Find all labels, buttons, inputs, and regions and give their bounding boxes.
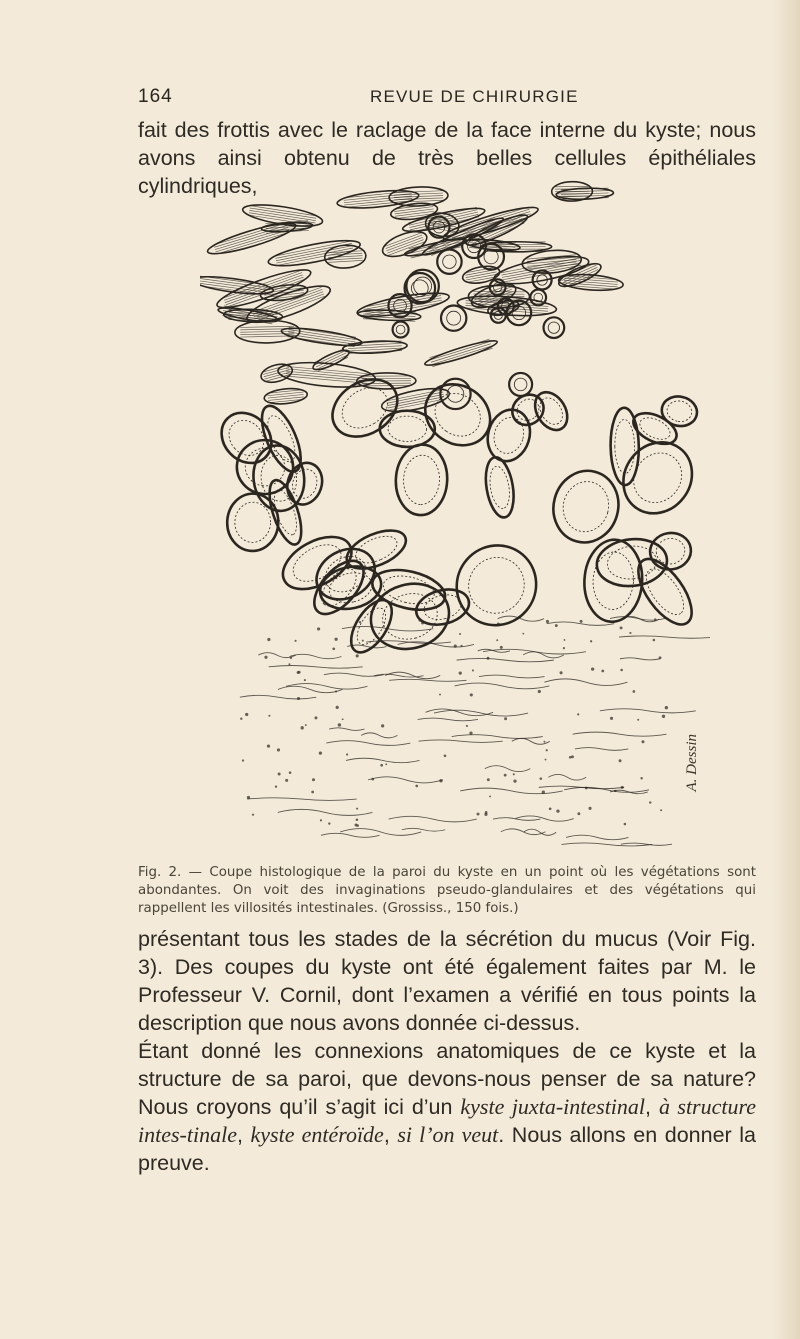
stroma-nucleus xyxy=(385,763,387,765)
stroma-nucleus xyxy=(346,753,348,755)
stroma-fiber xyxy=(324,673,384,676)
stroma-nucleus xyxy=(487,778,490,781)
crypt-lumen xyxy=(396,325,405,334)
gland-epithelium xyxy=(402,454,440,505)
stroma-fiber xyxy=(418,718,478,721)
villus-hatch xyxy=(200,286,266,295)
stroma-nucleus xyxy=(245,713,248,716)
stroma-nucleus xyxy=(350,640,353,643)
stroma-nucleus xyxy=(614,790,616,792)
stroma-nucleus xyxy=(601,670,604,673)
italic-phrase-4: si l’on veut xyxy=(397,1122,499,1147)
stroma-nucleus xyxy=(338,723,341,726)
stroma-nucleus xyxy=(439,694,441,696)
stroma-fiber xyxy=(385,672,440,679)
gland-invagination xyxy=(659,393,700,429)
paragraph-next xyxy=(138,1037,756,1177)
crypt-ring xyxy=(393,322,409,338)
stroma-nucleus xyxy=(240,718,242,720)
stroma-fiber xyxy=(548,774,586,780)
stroma-nucleus xyxy=(454,644,457,647)
stroma-nucleus xyxy=(662,715,665,718)
stroma-fiber xyxy=(573,732,667,736)
stroma-nucleus xyxy=(317,627,320,630)
stroma-nucleus xyxy=(290,657,292,659)
gland-invagination xyxy=(528,386,573,436)
gland-invagination xyxy=(609,429,706,527)
stroma-fiber xyxy=(389,816,477,822)
stroma-fiber xyxy=(419,740,503,742)
gland-epithelium xyxy=(636,413,673,443)
stroma-nucleus xyxy=(577,713,579,715)
villus-hatch xyxy=(224,273,302,301)
stroma-fiber xyxy=(575,748,628,751)
stroma-nucleus xyxy=(247,796,250,799)
stroma-nucleus xyxy=(285,779,288,782)
stroma-nucleus xyxy=(275,786,277,788)
stroma-nucleus xyxy=(590,640,592,642)
gland-invagination xyxy=(226,492,280,552)
villus-hatch xyxy=(432,348,492,367)
stroma-nucleus xyxy=(569,756,572,759)
stroma-nucleus xyxy=(267,744,270,747)
stroma-fiber xyxy=(289,654,341,658)
stroma-fiber xyxy=(479,675,545,678)
gland-invagination xyxy=(440,529,552,641)
stroma-nucleus xyxy=(637,719,639,721)
gland-invagination xyxy=(582,538,645,623)
stroma-nucleus xyxy=(469,732,472,735)
villus-hatch xyxy=(275,241,351,256)
gland-epithelium xyxy=(639,563,690,621)
stroma-nucleus xyxy=(319,751,322,754)
gland-epithelium xyxy=(377,587,442,645)
gland-epithelium xyxy=(234,501,272,543)
stroma-nucleus xyxy=(335,638,338,641)
stroma-nucleus xyxy=(305,724,307,726)
stroma-nucleus xyxy=(477,813,480,816)
crypt-ring xyxy=(530,290,546,306)
stroma-fiber xyxy=(402,828,445,831)
crypt-ring xyxy=(437,249,461,273)
stroma-fiber xyxy=(485,766,531,772)
stroma-nucleus xyxy=(342,718,344,720)
stroma-nucleus xyxy=(381,724,384,727)
stroma-nucleus xyxy=(496,639,498,641)
stroma-fiber xyxy=(566,835,628,840)
stroma-nucleus xyxy=(660,809,662,811)
gland-epithelium xyxy=(388,416,427,442)
stroma-fiber xyxy=(346,758,420,762)
figure-signature: A. Dessin xyxy=(684,734,700,792)
stroma-nucleus xyxy=(654,618,656,620)
gland-invagination xyxy=(628,550,701,633)
histology-drawing xyxy=(200,178,710,860)
villus-hatch xyxy=(254,292,323,317)
stroma-nucleus xyxy=(589,807,592,810)
villus-hatch xyxy=(429,339,489,358)
stroma-nucleus xyxy=(460,645,462,647)
gland-invagination xyxy=(482,455,518,519)
gland-invagination xyxy=(545,463,626,549)
gland-invagination xyxy=(263,476,308,548)
stroma-fiber xyxy=(278,809,373,815)
stroma-nucleus xyxy=(466,725,468,727)
stroma-nucleus xyxy=(546,749,548,751)
stroma-nucleus xyxy=(356,818,359,821)
stroma-nucleus xyxy=(624,823,627,826)
stroma-fiber xyxy=(619,636,710,638)
villus-hatch xyxy=(277,250,353,265)
stroma-nucleus xyxy=(472,669,474,671)
italic-phrase-3: kyste entéroïde xyxy=(250,1122,384,1147)
stroma-nucleus xyxy=(641,740,644,743)
stroma-nucleus xyxy=(311,791,314,794)
stroma-fiber xyxy=(368,777,443,783)
stroma-nucleus xyxy=(560,671,563,674)
stroma-fiber xyxy=(278,686,342,693)
stroma-nucleus xyxy=(640,777,642,779)
crypt-lumen xyxy=(548,322,559,333)
crypt-lumen xyxy=(443,255,456,268)
stroma-nucleus xyxy=(301,726,304,729)
stroma-nucleus xyxy=(289,771,292,774)
gland-invagination xyxy=(647,530,693,572)
stroma-nucleus xyxy=(380,764,383,767)
stroma-nucleus xyxy=(421,621,424,624)
stroma-fiber xyxy=(544,679,627,686)
stroma-nucleus xyxy=(328,822,330,824)
stroma-nucleus xyxy=(500,646,503,649)
stroma-nucleus xyxy=(555,624,558,627)
stroma-nucleus xyxy=(659,656,662,659)
villus-hatch xyxy=(314,349,344,363)
stroma-fiber xyxy=(398,642,474,647)
villus-hatch xyxy=(328,256,362,258)
stroma-nucleus xyxy=(538,690,541,693)
stroma-nucleus xyxy=(356,808,358,810)
gland-epithelium xyxy=(270,487,301,537)
paragraph-next-end: . Nous allons en donner la preuve. xyxy=(138,1123,756,1175)
stroma-fiber xyxy=(321,833,380,837)
stroma-nucleus xyxy=(545,759,547,761)
stroma-nucleus xyxy=(665,706,668,709)
villus-hatch xyxy=(348,346,402,349)
italic-phrase-1: kyste juxta-intestinal xyxy=(460,1094,646,1119)
stroma-fiber xyxy=(457,658,554,661)
stroma-nucleus xyxy=(267,638,270,641)
paragraph-bottom xyxy=(138,925,756,1177)
gland-epithelium xyxy=(558,476,615,536)
stroma-nucleus xyxy=(629,632,631,634)
stroma-nucleus xyxy=(649,801,651,803)
stroma-nucleus xyxy=(485,811,488,814)
stroma-fiber xyxy=(389,679,466,681)
figure-caption: Fig. 2. — Coupe histologique de la paroi du kyste en un point où les végétations sont abondantes. On voit des invaginations pseudo-glandulaires et des végétations qui rappellent les villosités intestinales. (Grossiss., 150 fois.) xyxy=(138,865,756,916)
stroma-fiber xyxy=(564,787,649,792)
stroma-nucleus xyxy=(620,669,623,672)
stroma-nucleus xyxy=(320,819,322,821)
stroma-nucleus xyxy=(314,716,317,719)
stroma-nucleus xyxy=(564,639,566,641)
page-number: 164 xyxy=(138,86,173,107)
stroma-fiber xyxy=(340,829,421,836)
stroma-nucleus xyxy=(653,639,656,642)
crypt-ring xyxy=(544,317,565,338)
comma-2: , xyxy=(236,1123,251,1147)
villus-hatch xyxy=(318,357,348,371)
stroma-nucleus xyxy=(577,812,580,815)
stroma-nucleus xyxy=(497,622,500,625)
stroma-nucleus xyxy=(580,620,583,623)
stroma-nucleus xyxy=(278,772,281,775)
stroma-nucleus xyxy=(419,619,422,622)
stroma-nucleus xyxy=(563,647,565,649)
stroma-nucleus xyxy=(359,621,361,623)
stroma-nucleus xyxy=(513,779,516,782)
stroma-nucleus xyxy=(297,697,300,700)
stroma-fiber xyxy=(539,786,624,789)
stroma-nucleus xyxy=(312,778,315,781)
stroma-nucleus xyxy=(252,814,254,816)
stroma-nucleus xyxy=(504,717,507,720)
stroma-nucleus xyxy=(297,671,300,674)
italic-phrase-2: à structure intes-tinale xyxy=(138,1094,757,1147)
paragraph-top: fait des frottis avec le raclage de la face interne du kyste; nous avons ainsi obtenu de très belles cellules épithéliales cylindriques, xyxy=(138,118,756,198)
stroma-nucleus xyxy=(362,640,364,642)
stroma-nucleus xyxy=(556,809,559,812)
stroma-nucleus xyxy=(546,620,549,623)
gland-epithelium xyxy=(262,412,300,465)
stroma-nucleus xyxy=(591,667,594,670)
paragraph-next-start: Étant donné les connexions anatomiques de ce kyste et la structure de sa paroi, que devons-nous penser de sa nature? Nous croyons qu’il s’agit ici d’un xyxy=(138,1039,756,1119)
villus-hatch xyxy=(328,260,362,262)
villus-hatch xyxy=(317,355,347,369)
running-head: REVUE DE CHIRURGIE xyxy=(370,87,579,106)
villus-hatch xyxy=(276,246,352,261)
stroma-nucleus xyxy=(470,693,473,696)
stroma-fiber xyxy=(247,798,356,801)
stroma-fiber xyxy=(240,695,316,699)
stroma-nucleus xyxy=(459,672,462,675)
villus-hatch xyxy=(466,272,497,278)
stroma-nucleus xyxy=(335,690,337,692)
stroma-fiber xyxy=(622,617,660,622)
gland-epithelium xyxy=(614,419,635,473)
stroma-nucleus xyxy=(288,663,290,665)
stroma-nucleus xyxy=(371,778,374,781)
gland-epithelium xyxy=(222,413,271,462)
stroma-fiber xyxy=(460,788,563,794)
comma-3: , xyxy=(383,1123,398,1147)
gland-epithelium xyxy=(490,414,528,457)
gland-invagination xyxy=(322,368,408,449)
stroma-nucleus xyxy=(543,741,545,743)
villus-outline xyxy=(200,273,274,297)
stroma-nucleus xyxy=(332,647,335,650)
stroma-fiber xyxy=(258,653,296,658)
stroma-nucleus xyxy=(522,633,524,635)
villus-hatch xyxy=(395,209,434,214)
stroma-fiber xyxy=(600,709,696,713)
gland-invagination xyxy=(211,403,281,473)
gland-epithelium xyxy=(665,399,693,424)
stroma-nucleus xyxy=(620,626,623,629)
crypt-ring xyxy=(509,373,532,396)
villus-hatch xyxy=(315,351,345,365)
stroma-nucleus xyxy=(336,706,339,709)
stroma-fiber xyxy=(455,683,550,689)
villus-hatch xyxy=(240,336,294,337)
stroma-nucleus xyxy=(439,779,442,782)
stroma-nucleus xyxy=(264,656,267,659)
stroma-nucleus xyxy=(540,777,543,780)
page-header xyxy=(138,86,698,110)
stroma-nucleus xyxy=(415,785,418,788)
stroma-nucleus xyxy=(268,715,270,717)
comma-1: , xyxy=(645,1095,659,1119)
stroma-nucleus xyxy=(621,786,624,789)
stroma-nucleus xyxy=(549,807,552,810)
stroma-nucleus xyxy=(585,787,588,790)
stroma-nucleus xyxy=(610,717,613,720)
crypt-lumen xyxy=(447,311,461,325)
crypt-lumen xyxy=(514,378,527,391)
stroma-nucleus xyxy=(277,748,280,751)
gland-invagination xyxy=(394,443,449,516)
stroma-fiber xyxy=(329,728,364,731)
stroma-nucleus xyxy=(295,640,297,642)
stroma-nucleus xyxy=(571,755,574,758)
stroma-nucleus xyxy=(356,654,359,657)
crypt-ring xyxy=(441,305,466,330)
villus-hatch xyxy=(240,326,294,327)
stroma-nucleus xyxy=(242,759,244,761)
stroma-nucleus xyxy=(304,679,306,681)
stroma-nucleus xyxy=(355,824,358,827)
villus-hatch xyxy=(288,332,355,342)
villus-hatch xyxy=(431,344,491,363)
stroma-nucleus xyxy=(489,796,491,798)
stroma-nucleus xyxy=(542,790,545,793)
stroma-nucleus xyxy=(619,759,622,762)
stroma-fiber xyxy=(269,665,363,668)
gland-invagination xyxy=(254,401,309,477)
stroma-nucleus xyxy=(504,774,507,777)
stroma-fiber xyxy=(452,735,543,739)
stroma-nucleus xyxy=(389,621,391,623)
stroma-nucleus xyxy=(513,773,515,775)
stroma-fiber xyxy=(620,658,660,660)
paragraph-continuation: présentant tous les stades de la sécrétion du mucus (Voir Fig. 3). Des coupes du kyste ont été également faites par M. le Professeur V. Cornil, dont l’examen a vérifié en tous points la description que nous avons donnée ci-dessus. xyxy=(138,927,756,1035)
stroma-fiber xyxy=(524,829,557,835)
stroma-fiber xyxy=(361,733,397,738)
page-edge-shadow xyxy=(772,0,800,1339)
histology-figure xyxy=(200,178,710,860)
stroma-nucleus xyxy=(444,754,447,757)
stroma-nucleus xyxy=(459,633,461,635)
stroma-nucleus xyxy=(633,690,636,693)
villus-hatch xyxy=(240,331,294,332)
stroma-fiber xyxy=(326,741,410,746)
crypt-lumen xyxy=(414,277,432,295)
stroma-nucleus xyxy=(487,657,490,660)
